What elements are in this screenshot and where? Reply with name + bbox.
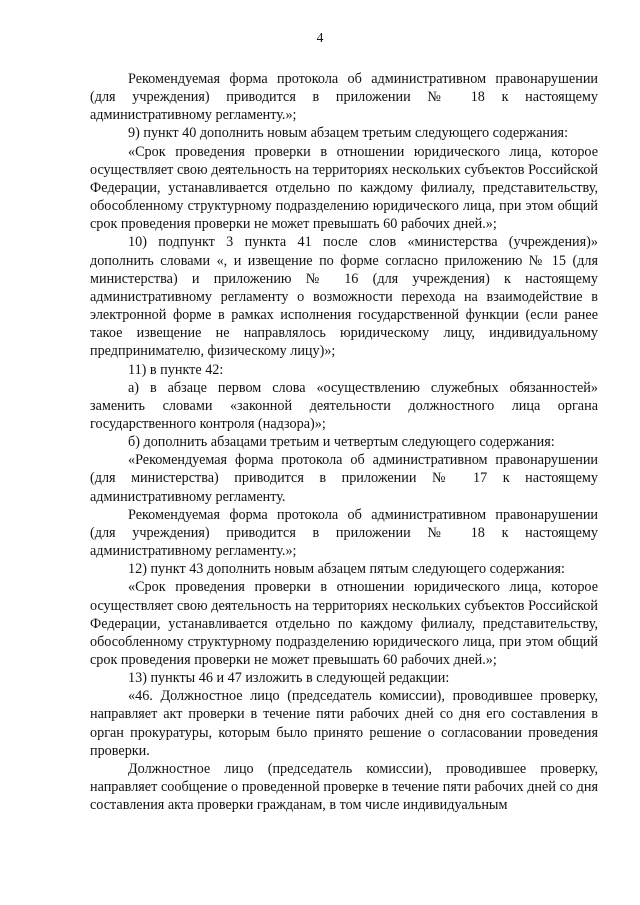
paragraph: 11) в пункте 42: xyxy=(128,361,224,378)
paragraph: Рекомендуемая форма протокола об административном правонарушении (для учреждения) приводится в приложении № 18 к настоящему административному регламенту.»; xyxy=(90,506,598,560)
paragraph: «46. Должностное лицо (председатель комиссии), проводившее проверку, направляет акт проверки в течение пяти рабочих дней со дня его составления в орган прокуратуры, которым было принято решение о согласовании проведения проверки. xyxy=(90,688,598,759)
paragraph: «Срок проведения проверки в отношении юридического лица, которое осуществляет свою деятельность на территориях нескольких субъектов Российской Федерации, устанавливается отдельно по каждому филиалу, представительству, обособленному структурному подразделению юридического лица, при этом общий срок проведения проверки не может превышать 60 рабочих дней.»; xyxy=(90,143,598,233)
paragraph: 13) пункты 46 и 47 изложить в следующей редакции: xyxy=(128,670,450,687)
page-number: 4 xyxy=(316,30,324,45)
paragraph: а) в абзаце первом слова «осуществлению служебных обязанностей» заменить словами «законной деятельности должностного лица органа государственного контроля (надзора)»; xyxy=(90,379,598,432)
paragraph: «Срок проведения проверки в отношении юридического лица, которое осуществляет свою деятельность на территориях нескольких субъектов Российской Федерации, устанавливается отдельно по каждому филиалу, представительству, обособленному структурному подразделению юридического лица, при этом общий срок проведения проверки не может превышать 60 рабочих дней.»; xyxy=(90,579,598,668)
paragraph: Рекомендуемая форма протокола об административном правонарушении (для учреждения) приводится в приложении № 18 к настоящему административному регламенту.»; xyxy=(90,71,598,124)
paragraph: Должностное лицо (председатель комиссии), проводившее проверку, направляет сообщение о проведенной проверке в течение пяти рабочих дней со дня составления акта проверки гражданам, в том числе индивидуальным xyxy=(90,760,598,814)
paragraph: 10) подпункт 3 пункта 41 после слов «министерства (учреждения)» дополнить словами «, и извещение по форме согласно приложению № 15 (для министерства) и приложению № 16 (для учреждения) к настоящему административному регламенту о возможности перехода на взаимодействие в электронной форме в рамках исполнения государственной функции (если ранее такое извещение не направлялось юридическому лицу, индивидуальному предпринимателю, физическому лицу)»; xyxy=(90,234,598,360)
paragraph: б) дополнить абзацами третьим и четвертым следующего содержания: xyxy=(128,434,555,451)
paragraph: «Рекомендуемая форма протокола об административном правонарушении (для министерства) приводится в приложении № 17 к настоящему административному регламенту. xyxy=(90,452,598,505)
paragraph: 12) пункт 43 дополнить новым абзацем пятым следующего содержания: xyxy=(128,561,565,578)
document-body xyxy=(90,70,598,814)
paragraph: 9) пункт 40 дополнить новым абзацем третьим следующего содержания: xyxy=(128,125,569,142)
